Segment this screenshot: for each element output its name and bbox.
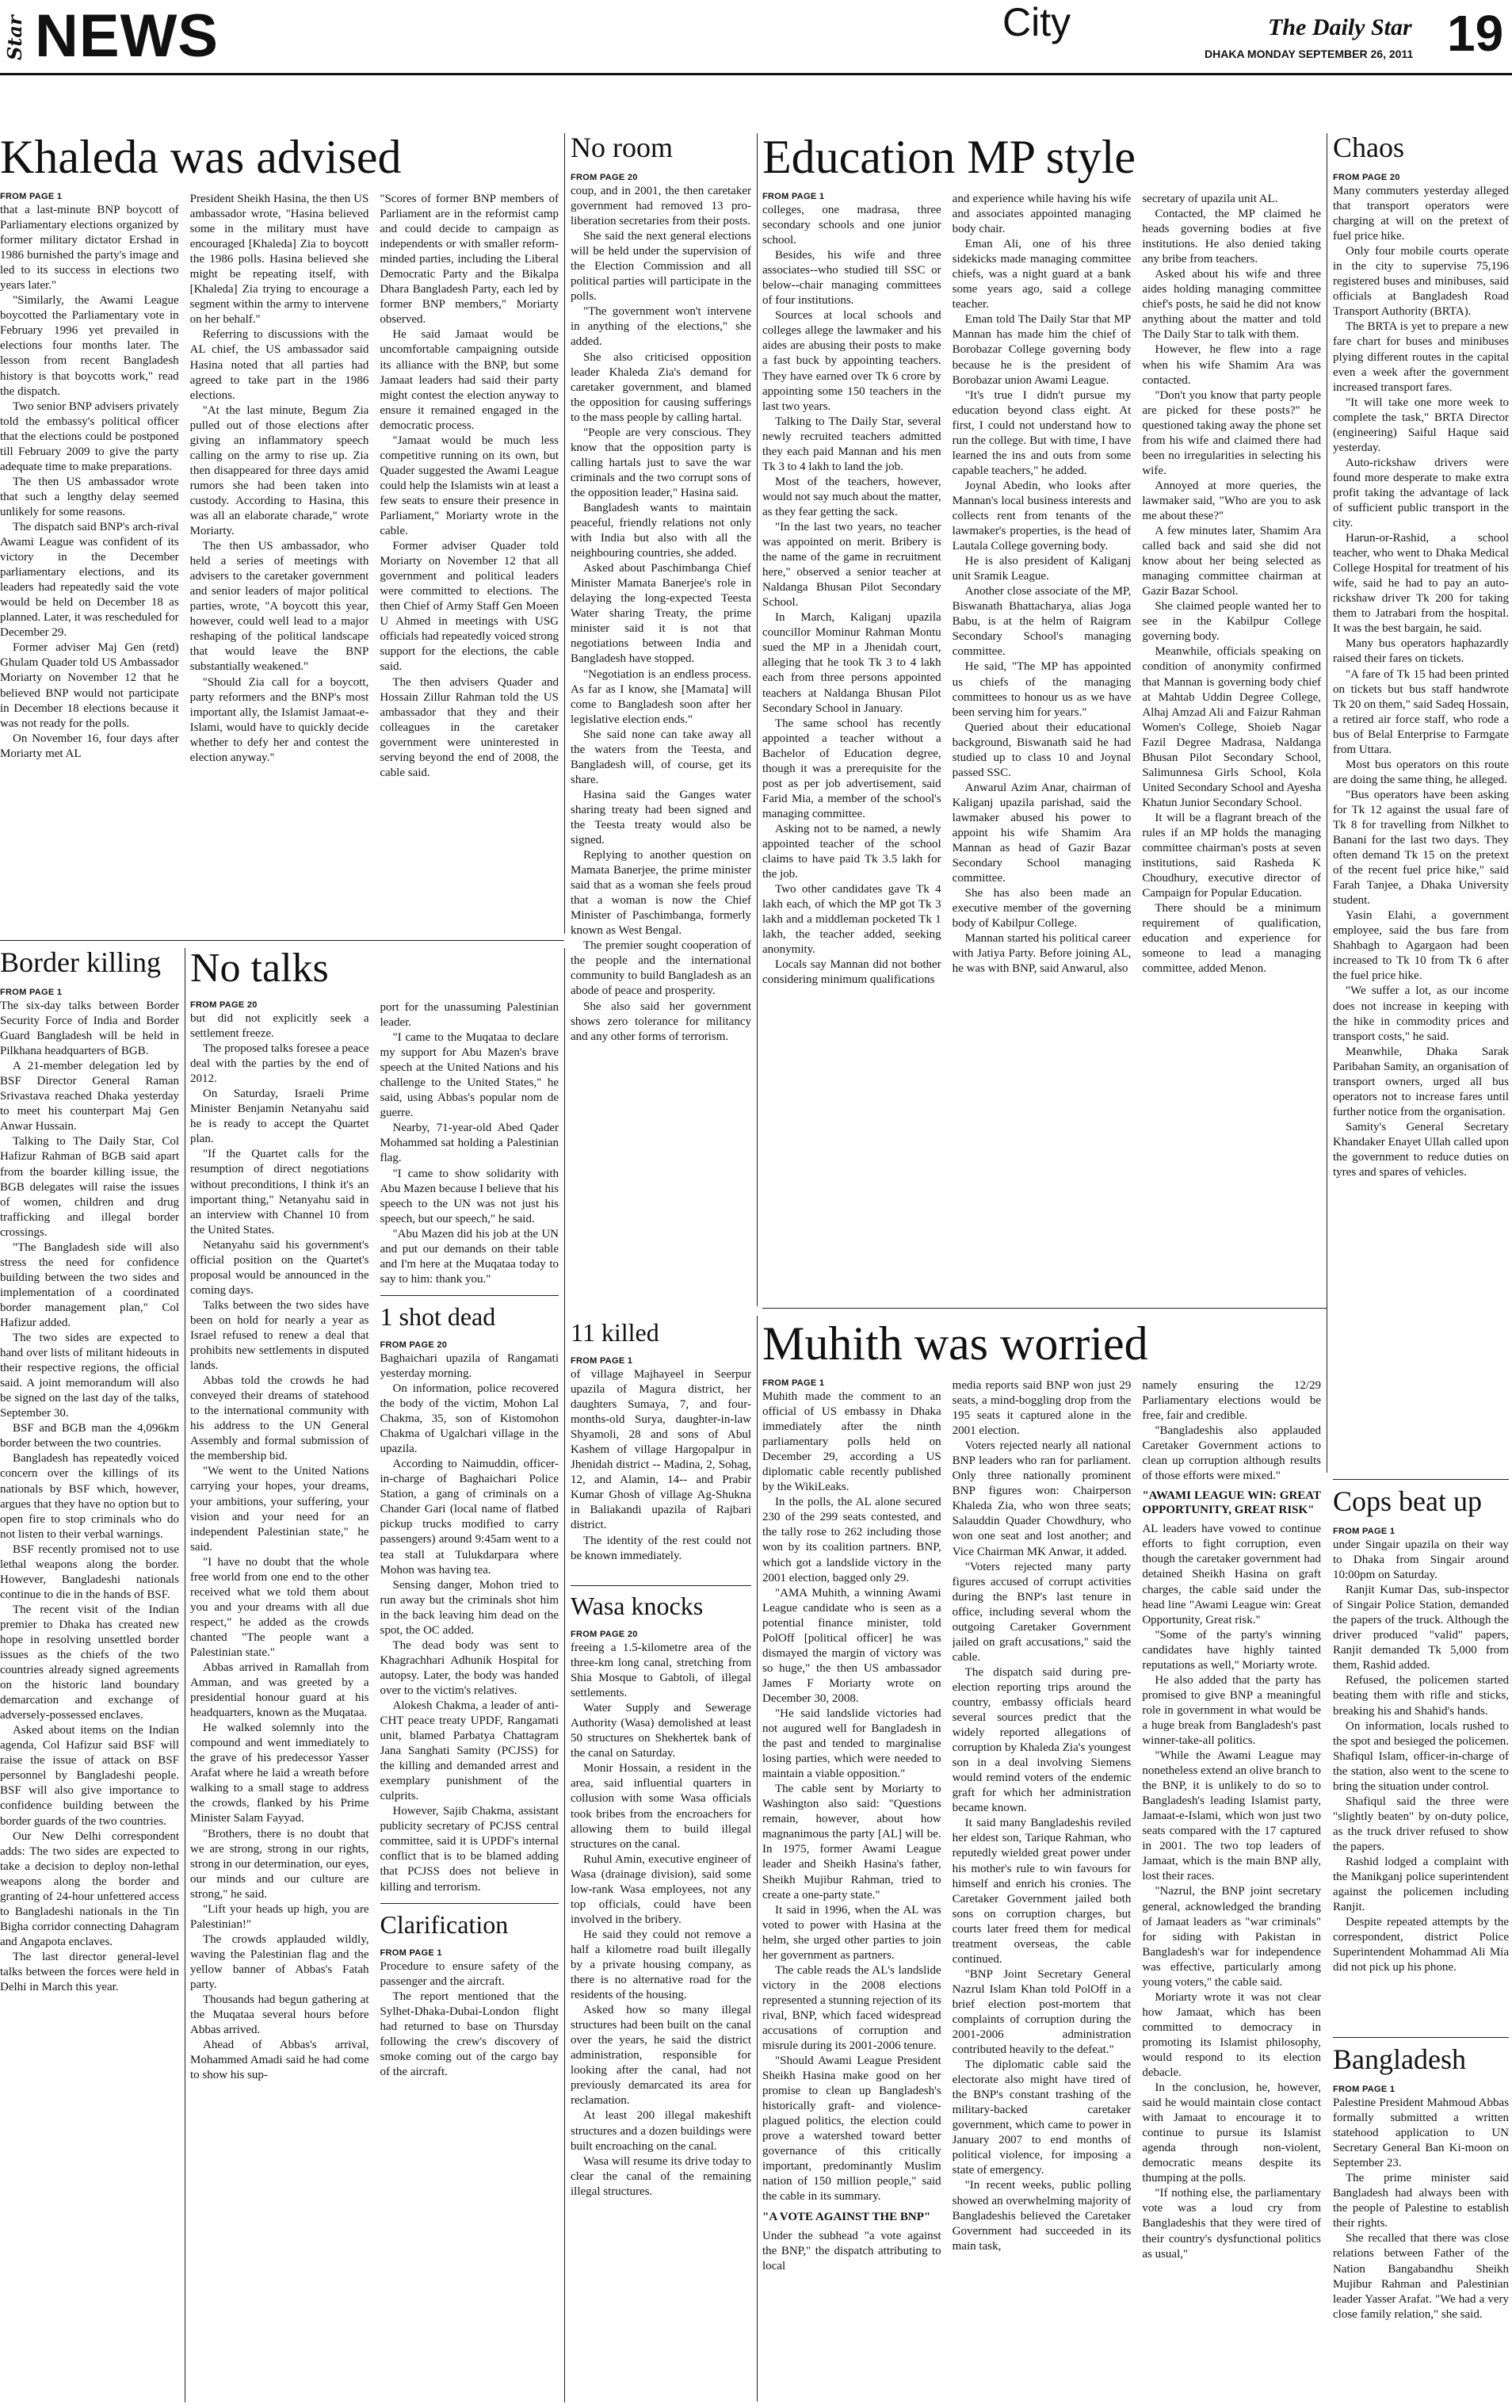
paragraph: "If nothing else, the parliamentary vote was a loud cry from Bangladeshis that they were tired of their country's dysfunctional politics as usual," <box>1142 2187 1321 2261</box>
paragraph: "Jamaat would be much less competitive running on its own, but Quader suggested the Awami League could help the Islamists win at least a few seats to ensure their presence in Parliament," Moriarty wrote in the cable. <box>380 434 559 538</box>
paragraph: President Sheikh Hasina, the then US ambassador wrote, "Hasina believed some in the military must have encouraged [Khaleda] Zia to boycott the 1986 polls. Hasina believed she might be repeating itself, with [Khaleda] Zia trying to encourage a segment within the army to intervene on her behalf." <box>189 193 369 327</box>
paragraph: It will be a flagrant breach of the rules if an MP holds the managing committee chairman's posts at seven institutions, said Rasheda K Choudhury, executive director of Campaign for Popular Education. <box>1142 811 1321 900</box>
paragraph: The cable sent by Moriarty to Washington also said: "Questions remain, however, about how magnanimous the party [AL] will be. In 1975, former Awami League leader and Sheikh Hasina's father, Sheikh Mujibur Rahman, tried to create a one-party state." <box>762 1783 941 1902</box>
column <box>571 1356 751 1564</box>
paragraph: In the polls, the AL alone secured 230 of the 299 seats contested, and the tally rose to 262 including those won by its coalition partners. BNP, which got a landslide victory in the 2001 election, bagged only 29. <box>762 1496 941 1584</box>
column-rule <box>564 948 565 2402</box>
headline: Muhith was worried <box>762 1320 1148 1370</box>
section-rule <box>380 1903 559 1904</box>
column <box>1333 1527 1509 1975</box>
paragraph: On information, police recovered the body of the victim, Mohon Lal Chakma, 35, son of Kistomohon Chakma of Ugalchari village in the upazila. <box>380 1382 559 1456</box>
row-rule <box>0 940 564 941</box>
paragraph: Wasa will resume its drive today to clear the canal of the remaining illegal structures. <box>571 2154 751 2198</box>
paragraph: "He said landslide victories had not augured well for Bangladesh in the past and tended to marginalise losing parties, which were needed to maintain a viable opposition." <box>762 1707 941 1781</box>
paragraph: On information, locals rushed to the spot and besieged the policemen. Shafiqul Islam, officer-in-charge of the station, also went to the scene to bring the situation under control. <box>1333 1719 1509 1793</box>
column <box>762 192 941 988</box>
paragraph: "I came to show solidarity with Abu Mazen because I believe that his speech to the UN was not just his speech, but our speech," he said. <box>380 1167 559 1225</box>
paragraph: On Saturday, Israeli Prime Minister Benjamin Netanyahu said he is ready to accept the Quartet plan. <box>190 1087 369 1146</box>
paragraph: "Similarly, the Awami League boycotted the Parliamentary vote in February 1996 yet prevailed in elections four months later. The lesson from recent Bangladesh history is that boycotts work," read the dispatch. <box>0 294 179 398</box>
paragraph: He also added that the party has promised to give BNP a meaningful role in government in what would be a huge break from Bangladesh's past winner-take-all politics. <box>1142 1673 1321 1747</box>
paragraph: Contacted, the MP claimed he heads governing bodies at five institutions. He also denied taking any bribe from teachers. <box>1142 208 1321 266</box>
dateline: FROM PAGE 20 <box>190 1000 258 1010</box>
paragraph: "In the last two years, no teacher was appointed on merit. Bribery is the name of the game in recruitment here," observed a senior teacher at Naldanga Bhusan Pilot Secondary School. <box>762 520 941 610</box>
column <box>190 1000 369 2395</box>
paragraph: that a last-minute BNP boycott of Parliamentary elections organized by former military dictator Ershad in 1986 burnished the party's image and led to its success in elections two years later." <box>0 204 179 292</box>
dateline: FROM PAGE 1 <box>380 1947 442 1958</box>
paragraph: She recalled that there was close relations between Father of the Nation Bangabandhu Sheikh Mujibur Rahman and Palestinian leader Yasser Arafat. "We had a very close family relation," she said. <box>1333 2232 1509 2321</box>
paragraph: "Negotiation is an endless process. As far as I know, she [Mamata] will come to Bangladesh soon after her legislative election ends." <box>571 667 751 726</box>
edition-dateline: DHAKA MONDAY SEPTEMBER 26, 2011 <box>1205 48 1414 60</box>
paragraph: She has also been made an executive member of the governing body of Kabilpur College. <box>952 887 1132 931</box>
column <box>1142 1378 1321 2274</box>
paragraph: At least 200 illegal makeshift structures and a dozen buildings were built encroaching on the canal. <box>571 2109 751 2153</box>
paragraph: Only four mobile courts operate in the city to supervise 75,196 registered buses and minibuses, said officials at Bangladesh Road Transport Authority (BRTA). <box>1333 245 1509 319</box>
section-rule <box>380 1295 559 1296</box>
row-rule <box>1333 2037 1509 2038</box>
paragraph: Joynal Abedin, who looks after Mannan's local business interests and collects rent from tenants of the lawmaker's properties, is the head of Lautala College governing body. <box>952 479 1132 553</box>
paragraph: Samity's General Secretary Khandaker Enayet Ullah called upon the government to reduce duties on tyres and spares of vehicles. <box>1333 1120 1509 1179</box>
paragraph: "We suffer a lot, as our income does not increase in keeping with the hike in commodity prices and transport costs," he said. <box>1333 984 1509 1043</box>
paragraph: He said, "The MP has appointed us chiefs of the managing committees to honour us as we have been serving him for years." <box>952 660 1132 719</box>
dateline: FROM PAGE 1 <box>762 192 825 201</box>
paragraph: Asked how so many illegal structures had been built on the canal over the years, he said the district administration, responsible for looking after the canal, had not previously demarcated its area for reclamation. <box>571 2004 751 2108</box>
paragraph: The prime minister said Bangladesh had always been with the people of Palestine to establish their rights. <box>1333 2172 1509 2230</box>
story-bangladesh <box>1333 2045 1509 2402</box>
row-rule <box>571 1585 751 1586</box>
paragraph: "We went to the United Nations carrying your hopes, your dreams, your ambitions, your suffering, your vision and your need for an independent Palestinian state," he said. <box>190 1465 369 1554</box>
paragraph: "A fare of Tk 15 had been printed on tickets but bus staff handwrote Tk 20 on them," said Sadeq Hossain, a retired air force staff, who rode a bus of Belal Enterprise to Farmgate from Uttara. <box>1333 667 1509 756</box>
paragraph: Refused, the policemen started beating them with rifle and sticks, breaking his and Shahid's hands. <box>1333 1674 1509 1718</box>
paragraph: Talks between the two sides have been on hold for nearly a year as Israel refused to renew a deal that prohibits new settlements in disputed lands. <box>190 1298 369 1373</box>
paragraph: It said many Bangladeshis reviled her eldest son, Tarique Rahman, who reputedly wielded great power under his mother's rule to win favours for himself and enrich his cronies. The Caretaker Government jailed both sons on corruption charges, but courts later freed them for medical treatment overseas, the cable continued. <box>952 1817 1132 1966</box>
paragraph: "Don't you know that party people are picked for these posts?" he questioned taking away the phone set from his wife and claimed there had been no irregularities in selecting his wife. <box>1142 388 1321 477</box>
paragraph: "BNP Joint Secretary General Nazrul Islam Khan told PolOff in a brief election post-mortem that complaints of corruption during the 2001-2006 administration contributed heavily to the defeat." <box>952 1967 1132 2057</box>
paragraph: Annoyed at more queries, the lawmaker said, "Who are you to ask me about these?" <box>1142 479 1321 522</box>
paragraph: Despite repeated attempts by the correspondent, district Police Superintendent Mohammad Ali Mia did not pick up his phone. <box>1333 1916 1509 1974</box>
paragraph: "People are very conscious. They know that the opposition party is calling hartals just to save the war criminals and the two corrupt sons of the opposition leader," Hasina said. <box>571 426 751 499</box>
dateline: FROM PAGE 1 <box>1333 1527 1396 1536</box>
story-no-talks <box>190 948 559 2402</box>
paragraph: "Lift your heads up high, you are Palestinian!" <box>190 1902 369 1931</box>
paragraph: Locals say Mannan did not bother considering minimum qualifications <box>762 958 941 987</box>
paragraph: Nearby, 71-year-old Abed Qader Mohammed sat holding a Palestinian flag. <box>380 1122 559 1165</box>
paragraph: Replying to another question on Mamata Banerjee, the prime minister said that as a woman she feels proud that a woman is now the Chief Minister of Paschimbanga, formerly known as West Bengal. <box>571 849 751 938</box>
paragraph: She also criticised opposition leader Khaleda Zia's demand for caretaker government, and blamed the opposition for causing sufferings to the mass people by calling hartal. <box>571 350 751 424</box>
paragraph: He walked solemnly into the compound and went immediately to the grave of his predecessor Yasser Arafat where he laid a wreath before walking to a small stage to address the crowds, flanked by his Prime Minister Salam Fayyad. <box>190 1722 369 1825</box>
headline: Khaleda was advised <box>0 133 402 183</box>
paragraph: "At the last minute, Begum Zia pulled out of those elections after giving an inflammatory speech calling on the army to rise up. Zia then disappeared for three days amid rumors she had been taken into custody. According to Hasina, this was all an elaborate charade," wrote Moriarty. <box>189 403 369 538</box>
paragraph: There should be a minimum requirement of qualification, education and experience for someone to lead a managing committee, added Menon. <box>1142 902 1321 976</box>
paragraph: "Brothers, there is no doubt that we are strong, strong in our rights, strong in our determination, our eyes, our minds and our culture are strong," he said. <box>190 1827 369 1901</box>
column <box>380 1948 559 2080</box>
paragraph: Monir Hossain, a resident in the area, said influential quarters in collusion with some Wasa officials took bribes from the encroachers for allowing them to build illegal structures on the canal. <box>571 1762 751 1851</box>
paragraph: The then advisers Quader and Hossain Zillur Rahman told the US ambassador that they and their colleagues in the caretaker government were uninterested in serving beyond the end of 2008, the cable said. <box>380 675 559 779</box>
paragraph: The crowds applauded wildly, waving the Palestinian flag and the yellow banner of Abbas's Fatah party. <box>190 1932 369 1991</box>
paragraph: Moriarty wrote it was not clear how Jamaat, which has been committed to democracy in promoting its Islamist philosophy, would respond to its election debacle. <box>1142 1990 1321 2080</box>
paragraph: Mannan started his political career with Jatiya Party. Before joining AL, he was with BNP, said Anwarul, also <box>952 932 1132 976</box>
paragraph: "Bus operators have been asking for Tk 12 against the usual fare of Tk 8 for travelling from Nilkhet to Banani for the last two days. They often demand Tk 15 on the pretext of the recent fuel price hike," said Farah Tanjee, a Dhaka University student. <box>1333 788 1509 908</box>
paragraph: Two senior BNP advisers privately told the embassy's political officer that the elections could be postponed till February 2009 to give the party adequate time to make preparations. <box>0 399 179 473</box>
paragraph: "Scores of former BNP members of Parliament are in the reformist camp and could decide to campaign as independents or with smaller reform-minded parties, including the Liberal Democratic Party and the Bikalpa Dhara Bangladesh Party, each led by former BNP members," Moriarty observed. <box>380 193 559 327</box>
headline: No room <box>571 133 673 163</box>
paragraph: Baghaichari upazila of Rangamati yesterday morning. <box>380 1351 559 1380</box>
headline: Education MP style <box>762 133 1136 183</box>
paragraph: Voters rejected nearly all national BNP leaders who ran for parliament. Only three nationally prominent BNP figures won: Chairperson Khaleda Zia, who won three seats; Salauddin Quader Chowdhury, who won one seat and lost another; and Vice Chairman MK Anwar, it added. <box>952 1439 1132 1558</box>
paragraph: The dispatch said during pre-election reporting trips around the country, embassy officials heard several sources predict that the widely reported allegations of corruption by Khaleda Zia's youngest son in a deal involving Siemens would remind voters of the endemic graft for which her administration became known. <box>952 1665 1132 1815</box>
paragraph: Hasina said the Ganges water sharing treaty had been signed and the Teesta treaty would also be signed. <box>571 788 751 847</box>
paragraph: Anwarul Azim Anar, chairman of Kaliganj upazila parishad, said the lawmaker abused his power to appoint his wife Shamim Ara Mannan as head of Gazir Bazar Secondary School managing committee. <box>952 781 1132 885</box>
headline: Bangladesh <box>1333 2045 1466 2075</box>
headline: 1 shot dead <box>380 1301 496 1331</box>
paragraph: Rashid lodged a complaint with the Manikganj police superintendent against the policemen including Ranjit. <box>1333 1855 1509 1914</box>
column <box>1333 173 1509 1180</box>
paragraph: Auto-rickshaw drivers were found more desperate to make extra profit taking the advantage of lack of sufficient public transport in the city. <box>1333 456 1509 530</box>
paragraph: "If the Quartet calls for the resumption of direct negotiations without preconditions, I think it's an important thing," Netanyahu said in an interview with Channel 10 from the United States. <box>190 1148 369 1236</box>
paragraph: Alokesh Chakma, a leader of anti-CHT peace treaty UPDF, Rangamati unit, blamed Parbatya Chattagram Jana Sanghati Samity (PCJSS) for the killing and demanded arrest and exemplary punishment of the culprits. <box>380 1699 559 1803</box>
column <box>1333 2085 1509 2322</box>
paragraph: She said none can take away all the waters from the Teesta, and Bangladesh will, of course, get its share. <box>571 728 751 786</box>
paragraph: The last director general-level talks between the forces were held in Delhi in March this year. <box>0 1950 179 1994</box>
paragraph: "Voters rejected many party figures accused of corrupt activities during the BNP's last tenure in office, including several whom the outgoing Caretaker Government jailed on graft accusations," said the cable. <box>952 1560 1132 1664</box>
story-education-mp-style <box>762 133 1321 1306</box>
paragraph: Thousands had begun gathering at the Muqataa several hours before Abbas arrived. <box>190 1993 369 2037</box>
headline: Border killing <box>0 948 161 978</box>
paragraph: Former adviser Quader told Moriarty on November 12 that all government and political leaders were committed to elections. The then Chief of Army Staff Gen Moeen U Ahmed in meetings with USG officials had repeatedly voiced strong support for the elections, the cable said. <box>380 540 559 674</box>
paragraph: Many bus operators haphazardly raised their fares on tickets. <box>1333 637 1509 666</box>
paragraph: of village Majhayeel in Seerpur upazila of Magura district, her daughters Sumaya, 7, and four-months-old Surya, daughter-in-law Shyamoli, 28 and sons of Abul Kashem of village Hargopalpur in Jhenidah district -- Madina, 2, Sohag, 12, and Alamin, 14-- and Prabir Kumar Ghosh of village Ag-Shukna in Baliakandi upazila of Rajbari district. <box>571 1368 751 1532</box>
paragraph: Shafiqul said the three were "slightly beaten" by on-duty police, as the truck driver refused to show the papers. <box>1333 1795 1509 1853</box>
dateline: FROM PAGE 20 <box>571 1630 638 1639</box>
column-rule <box>564 133 565 934</box>
dateline: FROM PAGE 20 <box>1333 173 1400 182</box>
column <box>380 1000 559 2395</box>
headline: Wasa knocks <box>571 1593 704 1620</box>
paragraph: Ruhul Amin, executive engineer of Wasa (drainage division), said some low-rank Wasa employees, not any top officials, could have been involved in the bribery. <box>571 1852 751 1926</box>
column-text <box>1142 1378 1321 1484</box>
paragraph: Talking to The Daily Star, Col Hafizur Rahman of BGB said apart from the boarder killing issue, the BGB delegates will raise the issues of women, children and drug trafficking and illegal border crossings. <box>0 1135 179 1239</box>
dateline: FROM PAGE 20 <box>380 1340 448 1350</box>
paragraph: freeing a 1.5-kilometre area of the three-km long canal, stretching from Shia Mosque to Gabtoli, of illegal settlements. <box>571 1642 751 1700</box>
headline: No talks <box>190 948 329 991</box>
section-title: NEWS <box>35 2 219 70</box>
column-text <box>762 1378 941 2205</box>
paragraph: Abbas arrived in Ramallah from Amman, and was greeted by a presidential honour guard at his headquarters, known as the Muqataa. <box>190 1661 369 1720</box>
paragraph: Ranjit Kumar Das, sub-inspector of Singair Police Station, demanded the papers of the truck. Although the driver produced "valid" papers, Ranjit demanded Tk 5,000 from them, Rashid added. <box>1333 1584 1509 1672</box>
column <box>762 1378 941 2274</box>
paragraph: The six-day talks between Border Security Force of India and Border Guard Bangladesh will be held in Pilkhana headquarters of BGB. <box>0 1000 179 1058</box>
paragraph: colleges, one madrasa, three secondary schools and one junior school. <box>762 204 941 247</box>
column <box>571 1630 751 2200</box>
paragraph: Palestine President Mahmoud Abbas formally submitted a written statehood application to UN Secretary General Ban Ki-moon on September 23. <box>1333 2096 1509 2170</box>
dateline: FROM PAGE 1 <box>0 988 63 997</box>
paragraph: The recent visit of the Indian premier to Dhaka has created new hope in resolving unsettled border issues as the chiefs of the two countries already signed agreements on the historic land boundary demarcation and exchange of adversely-possessed enclaves. <box>0 1603 179 1722</box>
paragraph: The identity of the rest could not be known immediately. <box>571 1534 751 1562</box>
paragraph: Ahead of Abbas's arrival, Mohammed Amadi said he had come to show his sup- <box>190 2039 369 2082</box>
paragraph: Two other candidates gave Tk 4 lakh each, of which the MP got Tk 3 lakh and a middleman pocketed Tk 1 lakh, the teacher added, seeking anonymity. <box>762 883 941 957</box>
paragraph: However, Sajib Chakma, assistant publicity secretary of PCJSS central committee, said it is UPDF's internal conflict that is to be blamed adding that PCJSS does not believe in killing and terrorism. <box>380 1805 559 1894</box>
newspaper-name: The Daily Star <box>1268 14 1412 40</box>
paragraph: "It's true I didn't pursue my education beyond class eight. At first, I could not understand how to run the college. But with time, I have learned the ins and outs from some capable teachers," he added. <box>952 388 1132 477</box>
paragraph: A 21-member delegation led by BSF Director General Raman Srivastava reached Dhaka yesterday to meet his counterpart Maj Gen Anwar Hussain. <box>0 1060 179 1133</box>
paragraph: Eman told The Daily Star that MP Mannan has made him the chief of Borobazar College governing body because he is the president of Borobazar union Awami League. <box>952 313 1132 387</box>
no-talks-continued <box>380 1000 559 1287</box>
paragraph: "In recent weeks, public polling showed an overwhelming majority of Bangladeshis believed the Caretaker Government had succeeded in its main task, <box>952 2179 1132 2253</box>
paragraph: The then US ambassador, who held a series of meetings with advisers to the caretaker government and senior leaders of major political parties, wrote, "A boycott this year, however, could well lead to a major reshaping of the political landscape that would leave the BNP substantially weakened." <box>189 540 369 674</box>
paragraph: BSF recently promised not to use lethal weapons along the border. However, Bangladeshi nationals continue to die in the hands of BSF. <box>0 1542 179 1601</box>
paragraph: "Should Zia call for a boycott, party reformers and the BNP's most important ally, the Islamist Jamaat-e-Islami, would have to quickly decide whether to defy her and contest the election anyway." <box>189 675 369 764</box>
paragraph: The two sides are expected to hand over lists of militant hideouts in their respective regions, the official said. A joint memorandum will also be signed on the last day of the talks, September 30. <box>0 1332 179 1420</box>
paragraph: Asking not to be named, a newly appointed teacher of the school claims to have paid Tk 3.5 lakh for the job. <box>762 822 941 881</box>
paragraph: "Abu Mazen did his job at the UN and put our demands on their table and I'm here at the Muqataa today to say to him: thank you." <box>380 1227 559 1286</box>
paragraph: Most bus operators on this route are doing the same thing, he alleged. <box>1333 758 1509 786</box>
page-number: 19 <box>1447 5 1504 62</box>
column <box>190 192 369 781</box>
paragraph: "The government won't intervene in anything of the elections," she added. <box>571 305 751 349</box>
paragraph: Muhith made the comment to an official of US embassy in Dhaka immediately after the ninth parliamentary polls held on December 29, according a US diplomatic cable recently published by the WikiLeaks. <box>762 1390 941 1494</box>
paragraph: Sensing danger, Mohon tried to run away but the criminals shot him in the back leaving him dead on the spot, the OC added. <box>380 1578 559 1637</box>
paragraph: "Nazrul, the BNP joint secretary general, acknowledged the branding of Jamaat leaders as "war criminals" for siding with Pakistan in Bangladesh's war for independence was effective, particularly among young voters," the cable said. <box>1142 1885 1321 1989</box>
paragraph: secretary of upazila unit AL. <box>1142 193 1278 205</box>
paragraph: Harun-or-Rashid, a school teacher, who went to Dhaka Medical College Hospital for treatment of his wife, said he had to pay an auto-rickshaw driver Tk 200 for taking them to Jatrabari from the hospital. It was the best bargain, he said. <box>1333 532 1509 636</box>
story-khaleda <box>0 133 559 934</box>
paragraph: However, he flew into a rage when his wife Shamim Ara was contacted. <box>1142 343 1321 387</box>
dateline: FROM PAGE 20 <box>571 173 638 182</box>
paragraph: The proposed talks foresee a peace deal with the parties by the end of 2012. <box>190 1042 369 1086</box>
paragraph: "The Bangladesh side will also stress the need for confidence building between the two sides and implementation of a coordinated border management plan," Col Hafizur added. <box>0 1240 179 1329</box>
paragraph: Talking to The Daily Star, several newly recruited teachers admitted they each paid Mannan and his men Tk 3 to 4 lakh to land the job. <box>762 415 941 473</box>
paragraph: Meanwhile, Dhaka Sarak Paribahan Samity, an organisation of transport owners, urged all bus operators not to increase fares until further notice from the organisation. <box>1333 1045 1509 1118</box>
headline: Chaos <box>1333 133 1404 163</box>
column <box>380 192 559 781</box>
paragraph: Water Supply and Sewerage Authority (Wasa) demolished at least 50 structures on Shekhertek bank of the canal on Saturday. <box>571 1702 751 1760</box>
paragraph: The then US ambassador wrote that such a lengthy delay seemed unlikely for some reasons. <box>0 475 179 518</box>
headline: Clarification <box>380 1909 509 1939</box>
paragraph: Sources at local schools and colleges allege the lawmaker and his aides are abusing their posts to make a fast buck by appointing teachers. They have earned over Tk 6 crore by appointing some 150 teachers in the last two years. <box>762 309 941 413</box>
paragraph: Meanwhile, officials speaking on condition of anonymity confirmed that Mannan is governing body chief at Mahtab Uddin Degree College, Alhaj Amzad Ali and Faizur Rahman Women's College, Shoieb Nagar Fazil Degree Madrasa, Naldanga Bhusan Pilot Secondary School, Salimunnesa Girls School, Kola United Secondary School and Ayesha Khatun Junior Secondary School. <box>1142 645 1321 809</box>
headline: Cops beat up <box>1333 1487 1482 1517</box>
dateline: FROM PAGE 1 <box>0 192 63 201</box>
paragraph: Asked about Paschimbanga Chief Minister Mamata Banerjee's role in delaying the long-expected Teesta Water sharing Treaty, the prime minister said it is not that negotiations between India and Bangladesh have stopped. <box>571 562 751 666</box>
column-rule <box>757 1316 758 2402</box>
paragraph: The dispatch said BNP's arch-rival Awami League was confident of its victory in the December parliamentary elections, and its leaders had repeatedly said the vote would be held on December 18 as planned. Later, it was rescheduled for December 29. <box>0 520 179 640</box>
paragraph: Most of the teachers, however, would not say much about the matter, as they fear getting the sack. <box>762 475 941 518</box>
paragraph: Eman Ali, one of his three sidekicks made managing committee chiefs, was a night guard at a bank some years ago, said a college teacher. <box>952 238 1132 312</box>
dateline: FROM PAGE 1 <box>571 1356 633 1366</box>
subhead: "A VOTE AGAINST THE BNP" <box>762 2210 931 2223</box>
paragraph: media reports said BNP won just 29 seats, a mind-boggling drop from the 195 seats it captured alone in the 2001 election. <box>952 1379 1132 1438</box>
paragraph: She also said her government shows zero tolerance for militancy and any other forms of terrorism. <box>571 1000 751 1043</box>
story-chaos <box>1333 133 1509 1473</box>
paragraph: coup, and in 2001, the then caretaker government had removed 13 pro-liberation secretaries from their posts. <box>571 185 751 228</box>
paragraph: "Some of the party's winning candidates have highly tainted reputations as well," Moriarty wrote. <box>1142 1628 1321 1672</box>
column <box>1142 192 1321 988</box>
story-11-killed <box>571 1320 751 1581</box>
story-cops-beat-up <box>1333 1487 1509 2034</box>
paragraph: "Bangladeshis also applauded Caretaker Government actions to clean up corruption although results of those efforts were mixed." <box>1142 1424 1321 1483</box>
paragraph: Under the subhead "a vote against the BNP," the dispatch attributing to local <box>762 2229 941 2272</box>
paragraph: It said in 1996, when the AL was voted to power with Hasina at the helm, she urged other parties to join her government as partners. <box>762 1903 941 1962</box>
paragraph: under Singair upazila on their way to Dhaka from Singair around 10:00pm on Saturday. <box>1333 1538 1509 1582</box>
paragraph: and experience while having his wife and associates appointed managing body chair. <box>952 193 1132 236</box>
subhead: "AWAMI LEAGUE WIN: GREAT OPPORTUNITY, GREAT RISK" <box>1142 1489 1321 1517</box>
dateline: FROM PAGE 1 <box>762 1378 825 1388</box>
story-1-shot-dead <box>380 1301 559 1895</box>
paragraph: "AMA Muhith, a winning Awami League candidate who is seen as a potential finance minister, told PolOff [political officer] he was dismayed the margin of victory was so huge," the then US ambassador James F Moriarty wrote on December 30, 2008. <box>762 1586 941 1705</box>
headline: 11 killed <box>571 1320 659 1347</box>
paragraph: The same school has recently appointed a teacher without a Bachelor of Education degree, though it was a prerequisite for the post as per job advertisement, said Farid Mia, a member of the school's managing committee. <box>762 717 941 820</box>
column-text <box>762 2229 941 2274</box>
paragraph: "I have no doubt that the whole free world from one end to the other received what we told them about you and your dreams with all due respect," he added as the crowds chanted "The people want a Palestinian state." <box>190 1555 369 1659</box>
paragraph: He said Jamaat would be uncomfortable campaigning outside its alliance with the BNP, but some Jamaat leaders had said their party might contest the election anyway to ensure it remained engaged in the democratic process. <box>380 328 559 432</box>
masthead <box>0 0 1512 76</box>
paragraph: The BRTA is yet to prepare a new fare chart for buses and minibuses plying different routes in the capital even a week after the government increased transport fares. <box>1333 320 1509 394</box>
paragraph: but did not explicitly seek a settlement freeze. <box>190 1012 369 1041</box>
column-rule <box>757 133 758 1306</box>
paragraph: On November 16, four days after Moriarty met AL <box>0 732 179 760</box>
paragraph: namely ensuring the 12/29 Parliamentary elections would be free, fair and credible. <box>1142 1379 1321 1423</box>
paragraph: Bangladesh has repeatedly voiced concern over the killings of its nationals by BSF which, however, argues that they have no option but to open fire to stop criminals who do not listen to their verbal warnings. <box>0 1452 179 1541</box>
star-logo: Star <box>3 15 26 61</box>
paragraph: Yasin Elahi, a government employee, said the bus fare from Shahbagh to Agargaon had been increased to Tk 10 from Tk 6 after the fuel price hike. <box>1333 909 1509 983</box>
paragraph: AL leaders have vowed to continue efforts to fight corruption, even though the caretaker government had detained Sheikh Hasina on graft charges, the cable said under the head line "Awami League win: Great Opportunity, Great risk." <box>1142 1523 1321 1626</box>
column <box>0 192 179 781</box>
paragraph: The dead body was sent to Khagrachhari Adhunik Hospital for autopsy. Later, the body was handed over to the victim's relatives. <box>380 1638 559 1697</box>
paragraph: Referring to discussions with the AL chief, the US ambassador said Hasina noted that all parties had agreed to take part in the 1986 elections. <box>189 328 369 402</box>
story-no-room <box>571 133 751 1346</box>
column <box>571 173 751 1045</box>
paragraph: Asked about his wife and three aides holding managing committee chief's posts, he said he did not know anything about the matter and told The Daily Star to talk with them. <box>1142 268 1321 342</box>
paragraph: Procedure to ensure safety of the passenger and the aircraft. <box>380 1959 559 1988</box>
paragraph: Another close associate of the MP, Biswanath Bhattacharya, alias Joga Babu, is at the helm of Raigram Secondary School's managing committee. <box>952 585 1132 659</box>
paragraph: Many commuters yesterday alleged that transport operators were charging at will on the pretext of fuel price hike. <box>1333 185 1509 243</box>
paragraph: According to Naimuddin, officer-in-charge of Baghaichari Police Station, a gang of criminals on a Chander Gari (local name of flatbed pickup trucks modified to carry passengers) around 9:45am went to a tea stall at Tulukdarpara where Mohon was having tea. <box>380 1458 559 1577</box>
row-rule <box>1333 1479 1509 1480</box>
paragraph: port for the unassuming Palestinian leader. <box>380 1001 559 1030</box>
paragraph: The premier sought cooperation of the people and the international community to build Bangladesh as an abode of peace and prosperity. <box>571 939 751 998</box>
paragraph: Abbas told the crowds he had conveyed their dreams of statehood to the international community with his address to the UN General Assembly and formal submission of the membership bid. <box>190 1374 369 1463</box>
paragraph: "While the Awami League may nonetheless extend an olive branch to the BNP, it is unlikely to do so to Bangladesh's leading Islamist party, Jamaat-e-Islami, which won just two seats compared with the 17 captured in 2001. The two top leaders of Jamaat, which is the main BNP ally, lost their races. <box>1142 1749 1321 1883</box>
column <box>0 988 179 1995</box>
paragraph: Asked about items on the Indian agenda, Col Hafizur said BSF will raise the issue of attack on BSF personnel by Bangladeshi people. BSF will also give importance to confidence building between the border guards of the two countries. <box>0 1724 179 1828</box>
paragraph: Queried about their educational background, Biswanath said he had studied up to class 10 and Joynal passed SSC. <box>952 720 1132 779</box>
paragraph: A few minutes later, Shamim Ara called back and said she did not know about her being selected as managing committee chairman at Gazir Bazar School. <box>1142 525 1321 598</box>
paragraph: Besides, his wife and three associates--who studied till SSC or below--chair managing committees of four institutions. <box>762 249 941 308</box>
column <box>953 192 1132 988</box>
paragraph: The report mentioned that the Sylhet-Dhaka-Dubai-London flight had returned to base on Thursday following the crew's discovery of smoke coming out of the cargo bay of the aircraft. <box>380 1989 559 2078</box>
paragraph: She claimed people wanted her to see in the Kabilpur College governing body. <box>1142 600 1321 644</box>
story-border-killing <box>0 948 179 2402</box>
story-clarification <box>380 1909 559 2080</box>
paragraph: "It will take one more week to complete the task," BRTA Director (engineering) Saiful Haque said yesterday. <box>1333 396 1509 454</box>
paragraph: Bangladesh wants to maintain peaceful, friendly relations not only with India but also with all the neighbouring countries, she added. <box>571 501 751 560</box>
sub-section-title: City <box>1002 0 1071 44</box>
column <box>380 1340 559 1895</box>
paragraph: He said they could not remove a half a kilometre road built illegally by a private housing company, as there is no alternative road for the residents of the housing. <box>571 1928 751 2002</box>
paragraph: "I came to the Muqataa to declare my support for Abu Mazen's brave speech at the United Nations and his challenge to the United States," he said, using Abbas's popular nom de guerre. <box>380 1031 559 1120</box>
paragraph: In March, Kaliganj upazila councillor Mominur Rahman Montu sued the MP in a Jhenidah court, alleging that he took Tk 3 to 4 lakh each from three persons appointed teachers at Naldanga Bhusan Pilot Secondary School in January. <box>762 611 941 715</box>
paragraph: In the conclusion, he, however, said he would maintain close contact with Jamaat to encourage it to continue to pursue its Islamist agenda through non-violent, democratic means despite its thumping at the polls. <box>1142 2081 1321 2185</box>
column <box>953 1378 1132 2274</box>
paragraph: The diplomatic cable said the electorate also might have tired of the BNP's constant trashing of the military-backed caretaker government, which came to power in January 2007 to end months of political violence, for imposing a state of emergency. <box>952 2058 1132 2177</box>
paragraph: "Should Awami League President Sheikh Hasina make good on her promise to clean up Bangladesh's historically graft- and violence-plagued politics, the election could prove a watershed toward better governance of this critically important, predominantly Muslim nation of 150 million people," said the cable in its summary. <box>762 2054 941 2204</box>
paragraph: The cable reads the AL's landslide victory in the 2008 elections represented a stunning rejection of its rival, BNP, which faced widespread accusations of corruption and misrule during its 2001-2006 tenure. <box>762 1963 941 2053</box>
paragraph: Former adviser Maj Gen (retd) Ghulam Quader told US Ambassador Moriarty on November 12 that he believed BNP would not participate in December 18 elections because it was not ready for the polls. <box>0 641 179 730</box>
dateline: FROM PAGE 1 <box>1333 2085 1396 2094</box>
masthead-rule <box>0 73 1512 75</box>
story-wasa-knocks <box>571 1593 751 2402</box>
story-muhith-was-worried <box>762 1320 1321 2402</box>
paragraph: He is also president of Kaliganj unit Sramik League. <box>952 555 1132 583</box>
paragraph: Netanyahu said his government's official position on the Quartet's proposal would be announced in the coming days. <box>190 1238 369 1297</box>
paragraph: BSF and BGB man the 4,096km border between the two countries. <box>0 1422 179 1451</box>
paragraph: She said the next general elections will be held under the supervision of the Election Commission and all political parties will participate in the polls. <box>571 230 751 304</box>
row-rule <box>762 1308 1327 1309</box>
column-text <box>1142 1522 1321 2261</box>
paragraph: Our New Delhi correspondent adds: The two sides are expected to take a decision to deploy non-lethal weapons along the border and granting of 24-hour unfettered access to Bangladeshi nationals in the Tin Bigha corridor connecting Dahagram and Angapota enclaves. <box>0 1829 179 1948</box>
